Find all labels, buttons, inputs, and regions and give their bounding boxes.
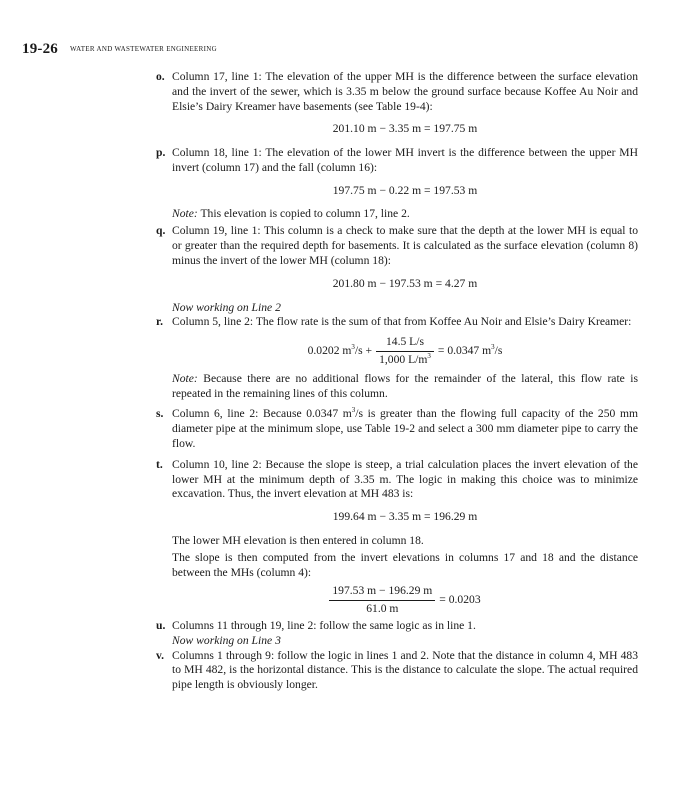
fraction-denominator: 1,000 $L/m^3$	[379, 351, 431, 366]
eq-result: = 0.0203	[439, 593, 481, 607]
item-q	[156, 224, 638, 291]
item-text: Column 19, line 1: This column is a check to make sure that the depth at the lower MH is equal to or greater than the required depth for basements. It is calculated as the surface elevation (column 8) minus the invert of the lower MH (column 18):	[172, 224, 638, 267]
note	[172, 207, 638, 222]
eq-result: = 0.0347 $m^3/s$	[437, 343, 503, 358]
equation: 197.75 m − 0.22 m = 197.53 m	[332, 183, 478, 197]
item-v	[156, 648, 638, 693]
equation: 201.10 m − 3.35 m = 197.75 m	[332, 122, 478, 136]
item-label: r.	[156, 315, 163, 329]
item-label: v.	[156, 648, 165, 662]
item-t	[156, 457, 638, 617]
item-s	[156, 406, 638, 451]
fraction-numerator: 197.53 m − 196.29 m	[329, 584, 435, 601]
item-r	[156, 315, 638, 401]
note-label: Note:	[172, 206, 198, 220]
item-label: p.	[156, 146, 166, 160]
working-line-3: Now working on Line 3	[172, 633, 281, 647]
page-body	[156, 70, 638, 693]
note-text: This elevation is copied to column 17, line 2.	[200, 206, 410, 220]
item-text: Column 18, line 1: The elevation of the lower MH invert is the difference between the upper MH invert (column 17) and the fall (column 16):	[172, 146, 638, 174]
item-label: t.	[156, 457, 163, 471]
item-o	[156, 70, 638, 137]
fraction	[376, 335, 434, 368]
item-text: Columns 11 through 19, line 2: follow the same logic as in line 1.	[172, 618, 476, 632]
item-label: s.	[156, 407, 164, 421]
note-text: Because there are no additional flows for the remainder of the lateral, this flow rate is repeated in the remaining lines of this column.	[172, 371, 638, 400]
item-label: o.	[156, 70, 165, 83]
fraction	[329, 584, 435, 617]
fraction-numerator: 14.5 L/s	[376, 335, 434, 352]
page-header	[22, 40, 217, 58]
item-text: Columns 1 through 9: follow the logic in lines 1 and 2. Note that the distance in column 4, MH 483 to MH 482, is the horizontal distance. This is the distance to calculate the slope. The actual required pipe length is obviously longer.	[172, 648, 638, 692]
item-label: u.	[156, 618, 166, 632]
item-p	[156, 146, 638, 221]
note	[172, 372, 638, 402]
slope-equation	[172, 584, 638, 617]
working-line-2: Now working on Line 2	[172, 300, 281, 314]
item-text: Column 5, line 2: The flow rate is the sum of that from Koffee Au Noir and Elsie’s Dairy Kreamer:	[172, 315, 632, 329]
item-text: Column 6, line 2: Because 0.0347 $m^3/s$ is greater than the flowing full capacity of the 250 mm diameter pipe at the minimum slope, use Table 19-2 and select a 300 mm diameter pipe to carry the flow.	[172, 406, 638, 450]
page-number: 19-26	[22, 41, 58, 57]
note-label: Note:	[172, 371, 198, 385]
item-text: Column 10, line 2: Because the slope is steep, a trial calculation places the invert elevation of the lower MH at the minimum depth of 3.35 m. The logic in making this choice was to minimize excavation. Thus, the invert elevation at MH 483 is:	[172, 457, 638, 501]
item-text: Column 17, line 1: The elevation of the upper MH is the difference between the surface elevation and the invert of the sewer, which is 3.35 m below the ground surface because Koffee Au Noir and Elsie’s Dairy Kreamer have basements (see Table 19-4):	[172, 70, 638, 113]
flow-sum-equation	[172, 335, 638, 368]
equation: 201.80 m − 197.53 m = 4.27 m	[332, 276, 478, 290]
running-title: WATER AND WASTEWATER ENGINEERING	[70, 45, 217, 53]
equation: 199.64 m − 3.35 m = 196.29 m	[332, 510, 478, 524]
item-label: q.	[156, 224, 166, 238]
item-text-3: The slope is then computed from the invert elevations in columns 17 and 18 and the distance between the MHs (column 4):	[172, 550, 638, 579]
eq-term: 0.0202 $m^3/s$ +	[307, 343, 373, 358]
item-text-2: The lower MH elevation is then entered in column 18.	[172, 533, 424, 547]
item-u	[156, 618, 638, 634]
fraction-denominator: 61.0 m	[366, 602, 399, 616]
